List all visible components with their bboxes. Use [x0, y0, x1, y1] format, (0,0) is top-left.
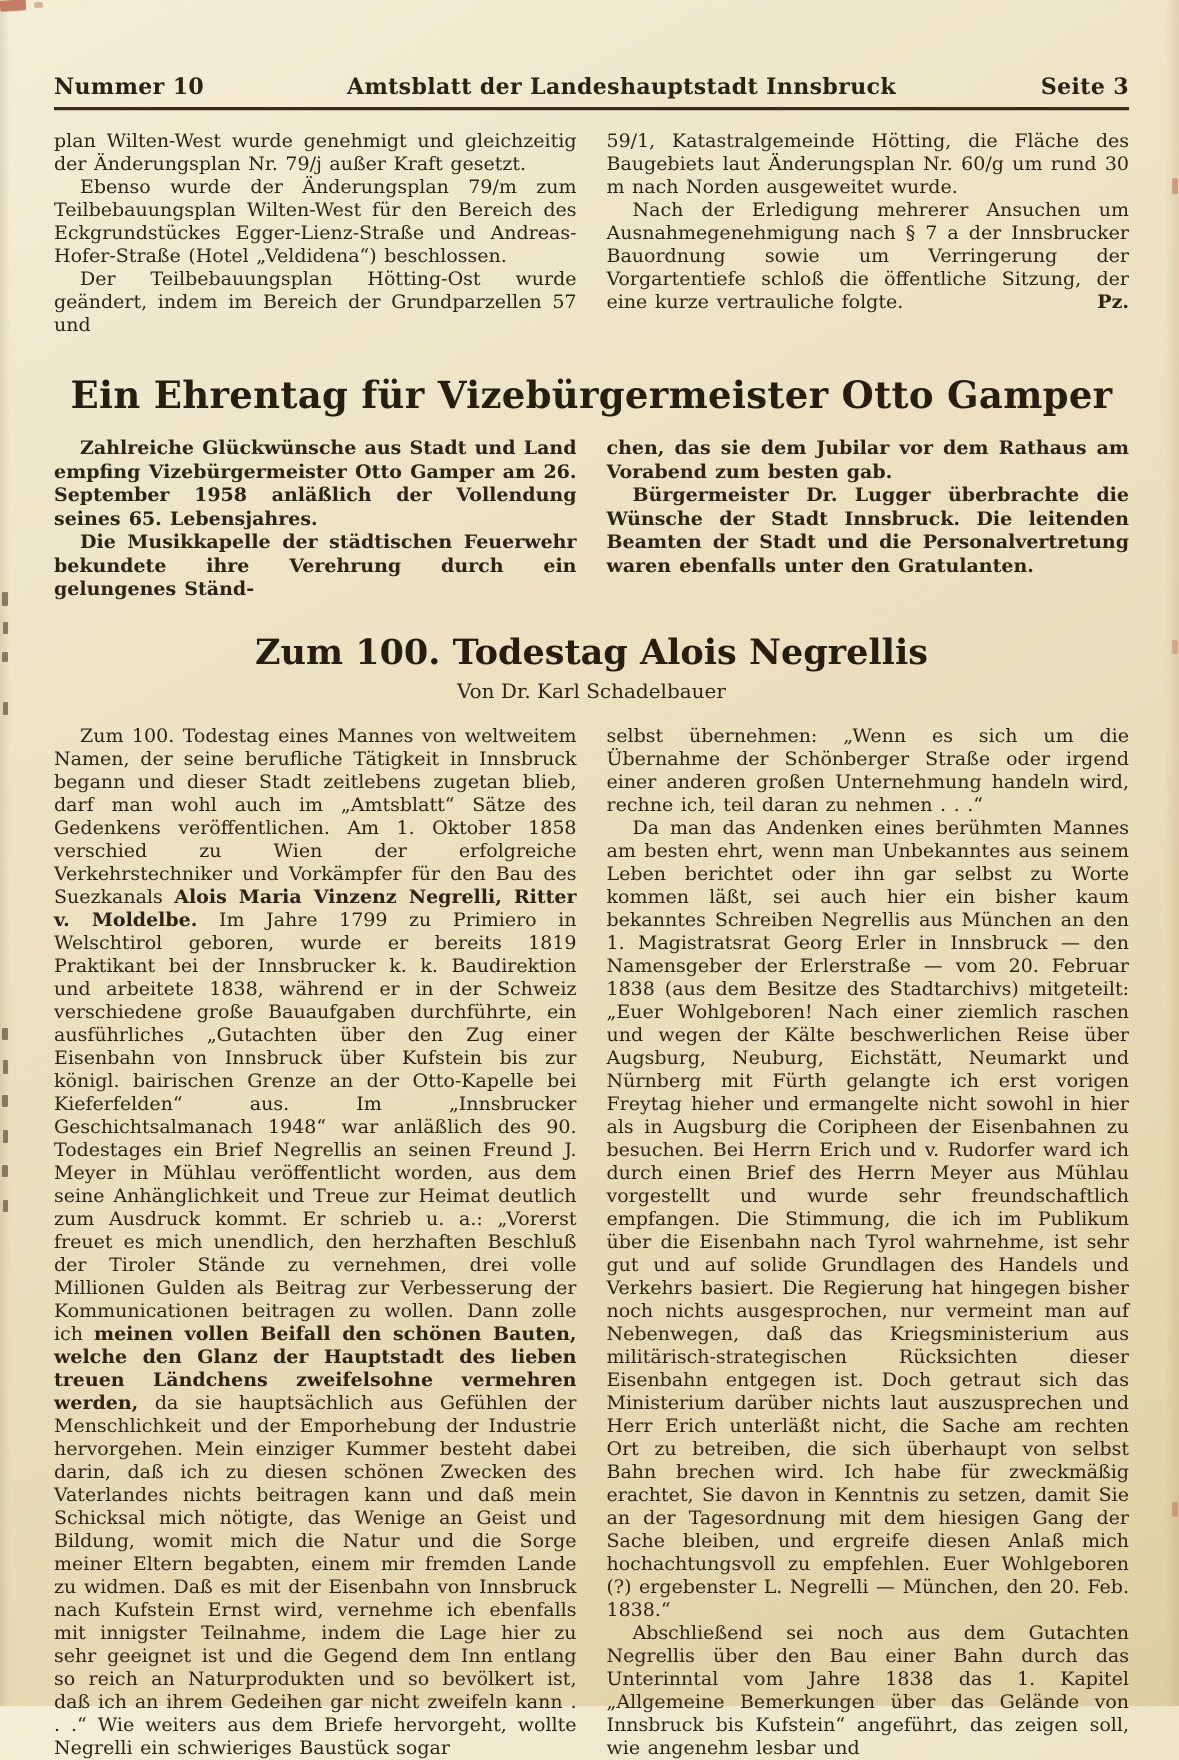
council-right-column: [607, 130, 1130, 337]
gamper-paragraph: Die Musikkapelle der städtischen Feuerwehr bekundete ihre Verehrung durch ein gelungenes Ständ-: [54, 531, 577, 600]
paragraph-text: da sie hauptsächlich aus Gefühlen der Menschlichkeit und der Emporhebung der Industrie hervorgehen. Mein einziger Kummer besteht dabei darin, daß ich zu diesen schönen Zwecken des Vaterlandes nichts beitragen kann und daß mein Schicksal mich nötigte, das Wenige an Geist und Bildung, womit mich die Natur und die Sorge meiner Eltern begabten, einem mir fremden Lande zu widmen. Daß es mit der Eisenbahn von Innsbruck nach Kufstein Ernst wird, vernehme ich ebenfalls mit innigster Teilnahme, indem die Lage hier zu sehr geeignet ist und die Gegend dem Inn entlang so reich an Naturprodukten und so bevölkert ist, daß ich an ihrem Gedeihen gar nicht zweifeln kann . . .“ Wie weiters aus dem Briefe hervorgeht, wollte Negrelli ein schwieriges Baustück sogar: [54, 1391, 577, 1759]
byline: Von Dr. Karl Schadelbauer: [457, 678, 726, 703]
council-paragraph: plan Wilten-West wurde genehmigt und gleichzeitig der Änderungsplan Nr. 79/j außer Kraft gesetzt.: [54, 130, 577, 175]
council-paragraph-text: Nach der Erledigung mehrerer Ansuchen um Ausnahmegenehmigung nach § 7 a der Innsbrucker Bauordnung sowie um Verringerung der Vorgartentiefe schloß die öffentliche Sitzung, der eine kurze vertrauliche folgte.: [606, 199, 1129, 313]
paragraph-text: Im Jahre 1799 zu Primiero in Welschtirol geboren, wurde er bereits 1819 Praktikant bei der Innsbrucker k. k. Baudirektion und arbeitete 1838, während er in der Schweiz verschiedene große Bauaufgaben durchführte, ein ausführliches „Gutachten über den Zug einer Eisenbahn von Innsbruck über Kufstein bis zur königl. bairischen Grenze an der Otto-Kapelle bei Kieferfelden“ aus. Im „Innsbrucker Geschichtsalmanach 1948“ war anläßlich des 90. Todestages ein Brief Negrellis an seinen Freund J. Meyer in Mühlau veröffentlicht worden, aus dem seine Anhänglichkeit und Treue zur Heimat deutlich zum Ausdruck kommt. Er schrieb u. a.: „Vorerst freuet es mich unendlich, den herzhaften Beschluß der Tiroler Stände zu vernehmen, drei volle Millionen Gulden als Beitrag zur Verbesserung der Kommunicationen beitragen zu wollen. Dann zolle ich: [54, 908, 577, 1345]
negrelli-article-section: [54, 725, 1129, 1760]
negrelli-left-column: [54, 725, 577, 1760]
paragraph-text: Zum 100. Todestag eines Mannes von weltweitem Namen, der seine berufliche Tätigkeit in Innsbruck begann und dieser Stadt zeitlebens zugetan blieb, darf man wohl auch im „Amtsblatt“ Sätze des Gedenkens veröffentlichen. Am 1. Oktober 1858 verschied zu Wien der erfolgreiche Verkehrstechniker und Vorkämpfer für den Bau des Suezkanals: [54, 724, 577, 908]
negrelli-paragraph: Da man das Andenken eines berühmten Mannes am besten ehrt, wenn man Unbekanntes aus seinem Leben berichtet oder ihn gar selbst zu Worte kommen läßt, sei auch hier ein bisher kaum bekanntes Schreiben Negrellis aus München an den 1. Magistratsrat Georg Erler in Innsbruck — den Namensgeber der Erlerstraße — vom 20. Februar 1838 (aus dem Besitze des Stadtarchivs) mitgeteilt: „Euer Wohlgeboren! Nach einer ziemlich raschen und wegen der Kälte beschwerlichen Reise über Augsburg, Neuburg, Eichstätt, Neumarkt und Nürnberg mit Fürth gelangte ich erst vorigen Freytag hieher und ermangelte nicht sowohl in hier als in Augsburg die Coripheen der Eisenbahnen zu besuchen. Bei Herrn Erich und v. Rudorfer ward ich durch einen Brief des Herrn Meyer aus Mühlau vorgestellt und wurde sehr freundschaftlich empfangen. Die Stimmung, die ich im Publikum über die Eisenbahn nach Tyrol wahrnehme, ist sehr gut und auf solide Grundlagen des Handels und Verkehrs basiert. Die Regierung hat hingegen bisher noch nichts ausgesprochen, nur vermeint man auf Nebenwegen, daß das Kriegsministerium aus militärisch-strategischen Rücksichten dieser Eisenbahn entgegen ist. Doch getraut sich das Ministerium darüber nichts laut auszusprechen und Herr Erich unterläßt nicht, die Sache am rechten Ort zu betreiben, die sich überhaupt von selbst Bahn brechen wird. Ich habe für zweckmäßig erachtet, Sie davon in Kenntnis zu setzen, damit Sie an der Tagesordnung mit dem hiesigen Gang der Sache bleiben, und ergreife diesen Anlaß mich hochachtungsvoll zu empfehlen. Euer Wohlgeboren (?) ergebenster L. Negrelli — München, den 20. Feb. 1838.“: [606, 816, 1129, 1621]
council-left-column: [54, 130, 577, 337]
gamper-right-column: [607, 437, 1130, 602]
page-number: Seite 3: [1040, 74, 1129, 100]
council-paragraph: Ebenso wurde der Änderungsplan 79/m zum Teilbebauungsplan Wilten-West für den Bereich des Eckgrundstückes Egger-Lienz-Straße und Andreas-Hofer-Straße (Hotel „Veldidena“) beschlossen.: [54, 176, 577, 267]
gamper-paragraph: Bürgermeister Dr. Lugger überbrachte die Wünsche der Stadt Innsbruck. Die leitenden Beamten der Stadt und die Personalvertretung waren ebenfalls unter den Gratulanten.: [606, 484, 1129, 577]
negrelli-paragraph: [54, 725, 577, 1760]
gamper-left-column: [54, 437, 577, 602]
paragraph-bold-text: Alois Maria Vinzenz Negrelli, Ritter v. Moldelbe.: [54, 885, 577, 931]
masthead-divider-rule: [54, 107, 1129, 110]
headline-gamper: Ein Ehrentag für Vizebürgermeister Otto Gamper: [70, 373, 1113, 417]
masthead: [54, 74, 1129, 100]
page-title: Amtsblatt der Landeshauptstadt Innsbruck: [346, 74, 897, 100]
gamper-paragraph: chen, das sie dem Jubilar vor dem Rathaus am Vorabend zum besten gab.: [606, 437, 1129, 483]
council-paragraph: 59/1, Katastralgemeinde Hötting, die Fläche des Baugebiets laut Änderungsplan Nr. 60/g um rund 30 m nach Norden ausgeweitet wurde.: [606, 130, 1129, 198]
gamper-article-section: [54, 437, 1129, 602]
author-initials: Pz.: [1097, 291, 1129, 313]
council-paragraph: Der Teilbebauungsplan Hötting-Ost wurde geändert, indem im Bereich der Grundparzellen 57 und: [54, 268, 577, 336]
council-paragraph: [607, 199, 1130, 314]
paragraph-bold-text: meinen vollen Beifall den schönen Bauten, welche den Glanz der Hauptstadt des lieben treuen Ländchens zweifelsohne vermehren werden,: [54, 1322, 577, 1414]
negrelli-right-column: [607, 725, 1130, 1760]
negrelli-paragraph: selbst übernehmen: „Wenn es sich um die Übernahme der Schönberger Straße oder irgend einer anderen großen Unternehmung handeln wird, rechne ich, teil daran zu nehmen . . .“: [606, 724, 1129, 816]
council-report-section: [54, 130, 1129, 337]
gamper-paragraph: Zahlreiche Glückwünsche aus Stadt und Land empfing Vizebürgermeister Otto Gamper am 26. September 1958 anläßlich der Vollendung seines 65. Lebensjahres.: [54, 437, 577, 530]
negrelli-paragraph: Abschließend sei noch aus dem Gutachten Negrellis über den Bau einer Bahn durch das Unterinntal vom Jahre 1838 das 1. Kapitel „Allgemeine Bemerkungen über das Gelände von Innsbruck bis Kufstein“ angeführt, das zeigen soll, wie angenehm lesbar und: [606, 1621, 1129, 1759]
issue-number: Nummer 10: [54, 74, 205, 100]
headline-negrelli: Zum 100. Todestag Alois Negrellis: [255, 631, 928, 673]
